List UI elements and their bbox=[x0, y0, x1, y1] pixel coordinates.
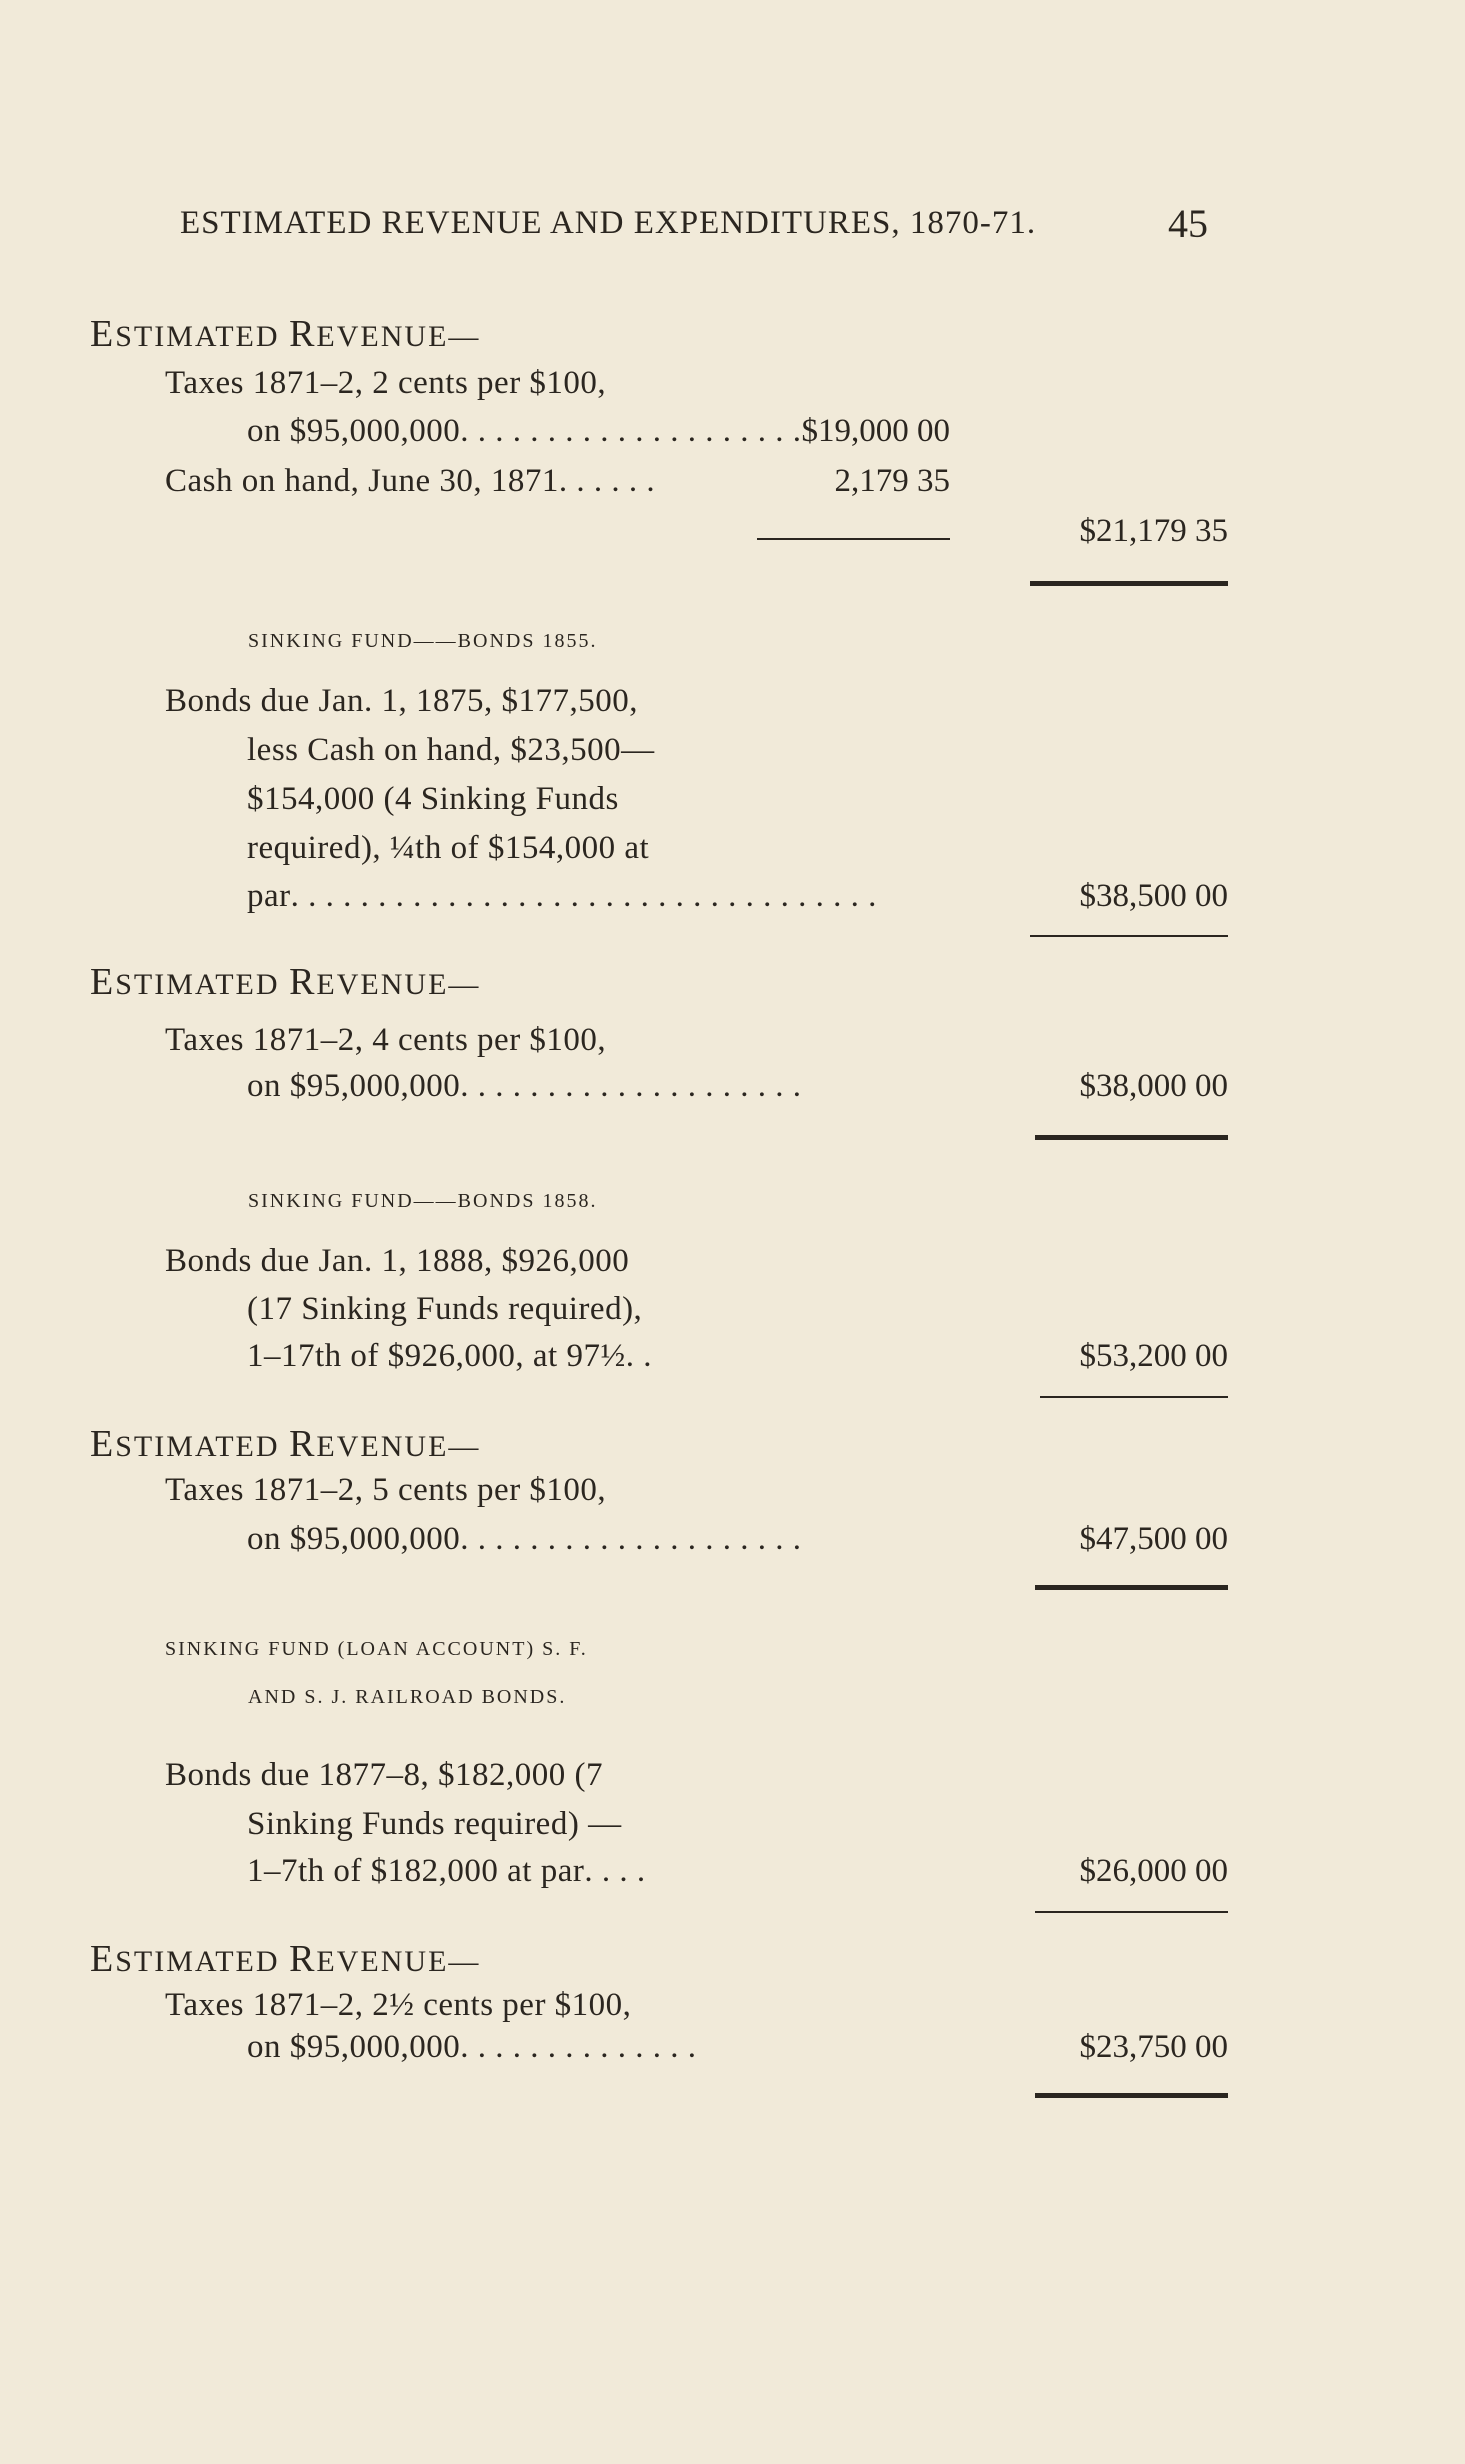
section-heading-estimated-revenue: ESTIMATED REVENUE— bbox=[90, 1423, 481, 1465]
entry-line: par. . . . . . . . . . . . . . . . . . . . . . . . . . . . . . . . . . bbox=[247, 878, 877, 914]
total-rule bbox=[1035, 1911, 1228, 1913]
entry-line: on $95,000,000. . . . . . . . . . . . . . bbox=[247, 2029, 697, 2065]
subsection-heading: SINKING FUND (LOAN ACCOUNT) S. F. bbox=[165, 1638, 588, 1660]
total-rule bbox=[1030, 935, 1228, 937]
entry-line: Sinking Funds required) — bbox=[247, 1806, 622, 1842]
section-total: $38,000 00 bbox=[1079, 1068, 1228, 1104]
entry-line: Cash on hand, June 30, 1871. . . . . . bbox=[165, 463, 656, 499]
entry-line: Bonds due Jan. 1, 1875, $177,500, bbox=[165, 683, 638, 719]
entry-line: 1–7th of $182,000 at par. . . . bbox=[247, 1853, 646, 1889]
running-header: ESTIMATED REVENUE AND EXPENDITURES, 1870-71. bbox=[180, 205, 1037, 241]
entry-line: Taxes 1871–2, 5 cents per $100, bbox=[165, 1472, 607, 1508]
entry-amount: $19,000 00 bbox=[801, 413, 950, 449]
section-total: $53,200 00 bbox=[1079, 1338, 1228, 1374]
section-total: $47,500 00 bbox=[1079, 1521, 1228, 1557]
section-total: $38,500 00 bbox=[1079, 878, 1228, 914]
total-double-rule bbox=[1035, 1135, 1228, 1140]
entry-line: less Cash on hand, $23,500— bbox=[247, 732, 655, 768]
section-total: $21,179 35 bbox=[1079, 513, 1228, 549]
subsection-heading: SINKING FUND——BONDS 1855. bbox=[248, 630, 598, 652]
entry-line: 1–17th of $926,000, at 97½. . bbox=[247, 1338, 652, 1374]
total-double-rule bbox=[1035, 1585, 1228, 1590]
entry-amount: 2,179 35 bbox=[834, 463, 950, 499]
subtotal-rule bbox=[757, 538, 950, 540]
entry-line: required), ¼th of $154,000 at bbox=[247, 830, 650, 866]
section-total: $26,000 00 bbox=[1079, 1853, 1228, 1889]
entry-line: Bonds due 1877–8, $182,000 (7 bbox=[165, 1757, 603, 1793]
subsection-heading: AND S. J. RAILROAD BONDS. bbox=[248, 1686, 567, 1708]
entry-line: on $95,000,000. . . . . . . . . . . . . . . . . . . . bbox=[247, 1068, 802, 1104]
entry-line: Taxes 1871–2, 4 cents per $100, bbox=[165, 1022, 607, 1058]
subsection-heading: SINKING FUND——BONDS 1858. bbox=[248, 1190, 598, 1212]
entry-line: $154,000 (4 Sinking Funds bbox=[247, 781, 619, 817]
section-heading-estimated-revenue: ESTIMATED REVENUE— bbox=[90, 313, 481, 355]
section-total: $23,750 00 bbox=[1079, 2029, 1228, 2065]
entry-line: Taxes 1871–2, 2½ cents per $100, bbox=[165, 1987, 632, 2023]
entry-line: on $95,000,000. . . . . . . . . . . . . . . . . . . . bbox=[247, 1521, 802, 1557]
total-double-rule bbox=[1030, 581, 1228, 586]
page-number: 45 bbox=[1168, 201, 1208, 246]
section-heading-estimated-revenue: ESTIMATED REVENUE— bbox=[90, 1938, 481, 1980]
entry-line: (17 Sinking Funds required), bbox=[247, 1291, 643, 1327]
entry-line: Bonds due Jan. 1, 1888, $926,000 bbox=[165, 1243, 630, 1279]
entry-line: on $95,000,000. . . . . . . . . . . . . . . . . . . . bbox=[247, 413, 802, 449]
total-double-rule bbox=[1035, 2093, 1228, 2098]
section-heading-estimated-revenue: ESTIMATED REVENUE— bbox=[90, 961, 481, 1003]
total-rule bbox=[1040, 1396, 1228, 1398]
entry-line: Taxes 1871–2, 2 cents per $100, bbox=[165, 365, 607, 401]
